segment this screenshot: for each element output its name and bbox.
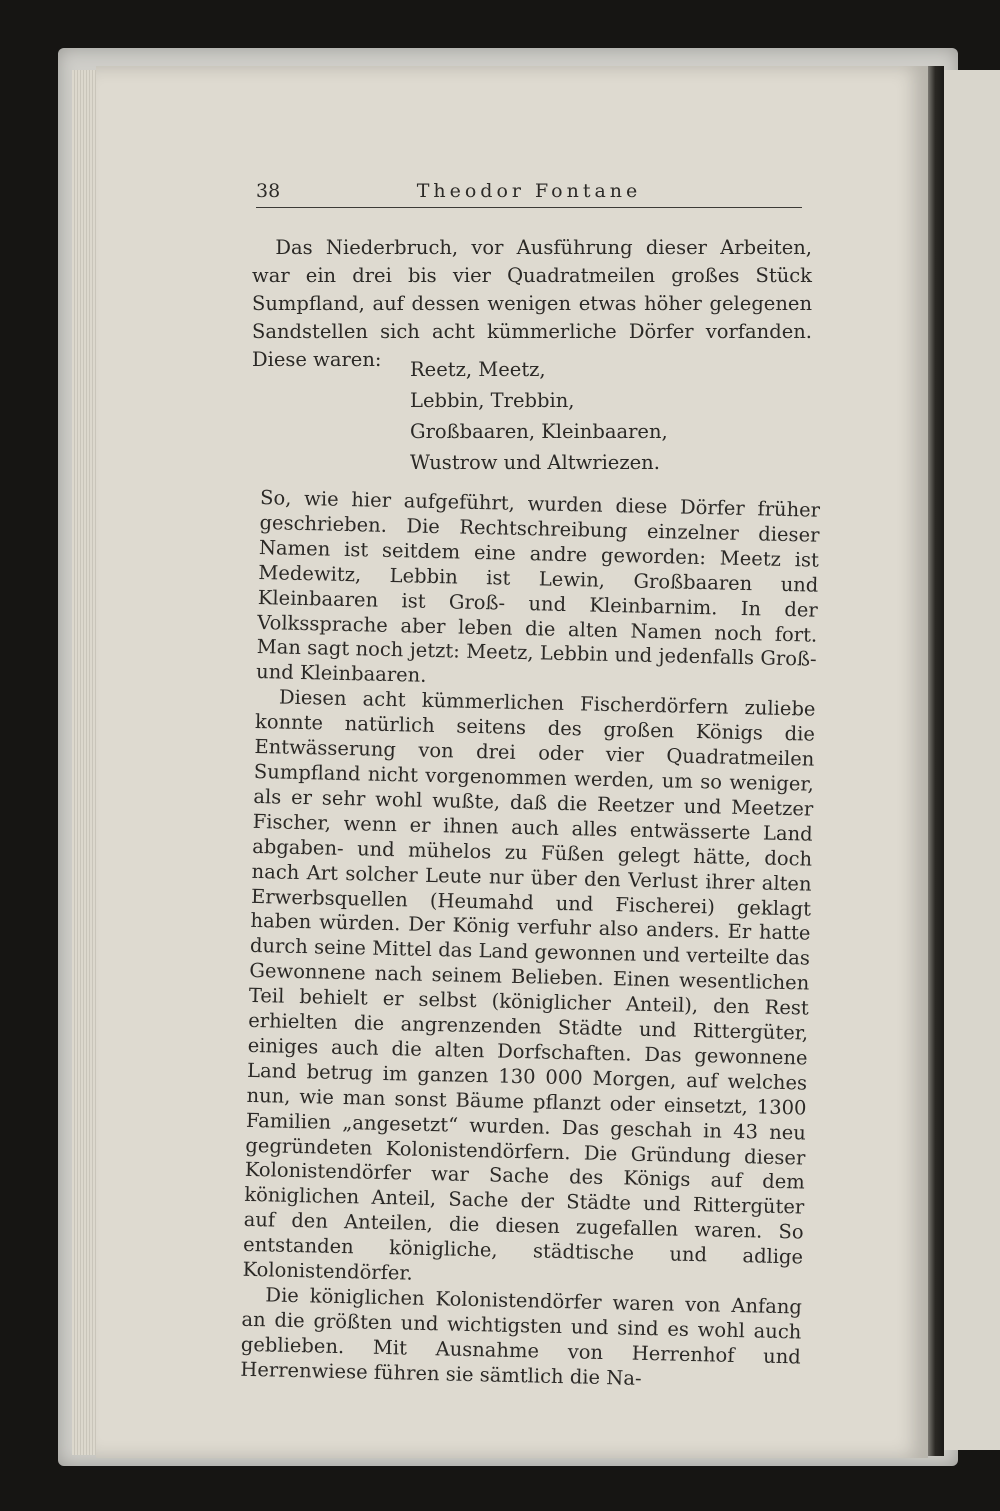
running-title: Theodor Fontane [416,180,642,202]
page-number: 38 [256,180,281,202]
paragraph-drainage: Diesen acht kümmerlichen Fischerdörfern zuliebe konnte natürlich seitens des großen Königs die Entwässerung von drei oder vier Quadratmeilen Sumpfland nicht vorgenommen werden, um so weniger, als er sehr wohl wußte, daß die Reetzer und Meetzer Fischer, wenn er ihnen auch alles entwässerte Land abgaben- und mühelos zu Füßen gelegt hätte, doch nach Art solcher Leute nur über den Verlust ihrer alten Erwerbsquellen (Heumahd und Fischerei) geklagt haben würden. Der König verfuhr also anders. Er hatte durch seine Mittel das Land gewonnen und verteilte das Gewonnene nach seinem Belieben. Einen wesentlichen Teil behielt er selbst (königlicher Anteil), den Rest erhielten die angrenzenden Städte und Rittergüter, einiges auch die alten Dorfschaften. Das gewonnene Land betrug im ganzen 130 000 Morgen, auf welches nun, wie man sonst Bäume pflanzt oder einsetzt, 1300 Familien „angesetzt“ wurden. Das geschah in 43 neu gegründeten Kolonistendörfern. Die Gründung dieser Kolonistendörfer war Sache des Königs auf dem königlichen Anteil, Sache der Städte und Rittergüter auf den Anteilen, die diesen zugefallen waren. So entstanden königliche, städtische und adlige Kolonistendörfer. [242,685,816,1285]
intro-text: Das Niederbruch, vor Ausführung dieser Arbeiten, war ein drei bis vier Quadratmeilen großes Stück Sumpfland, auf dessen wenigen etwas höher gelegenen Sandstellen sich acht kümmerliche Dörfer vorfanden. Diese waren: [252,236,812,371]
village-list-line: Lebbin, Trebbin, [410,389,575,412]
paragraph-spelling: So, wie hier aufgeführt, wurden diese Dörfer früher geschrieben. Die Rechtschreibung einzelner dieser Namen ist seitdem eine andre geworden: Meetz ist Medewitz, Lebbin ist Lewin, Großbaaren und Kleinbaaren ist Groß- und Kleinbarnim. In der Volkssprache aber leben die alten Namen noch fort. Man sagt noch jetzt: Meetz, Lebbin und jedenfalls Groß- und Kleinbaaren. [255,486,821,688]
village-list-line: Reetz, Meetz, [410,358,546,381]
village-list-line: Großbaaren, Kleinbaaren, [410,420,668,443]
paragraph-royal-villages: Die königlichen Kolonistendörfer waren von Anfang an die größten und wichtigsten und sind es wohl auch geblieben. Mit Ausnahme von Herrenhof und Herrenwiese führen sie sämtlich die Na- [240,1283,803,1390]
village-list-line: Wustrow und Altwriezen. [410,451,660,474]
body-text [240,486,820,1395]
